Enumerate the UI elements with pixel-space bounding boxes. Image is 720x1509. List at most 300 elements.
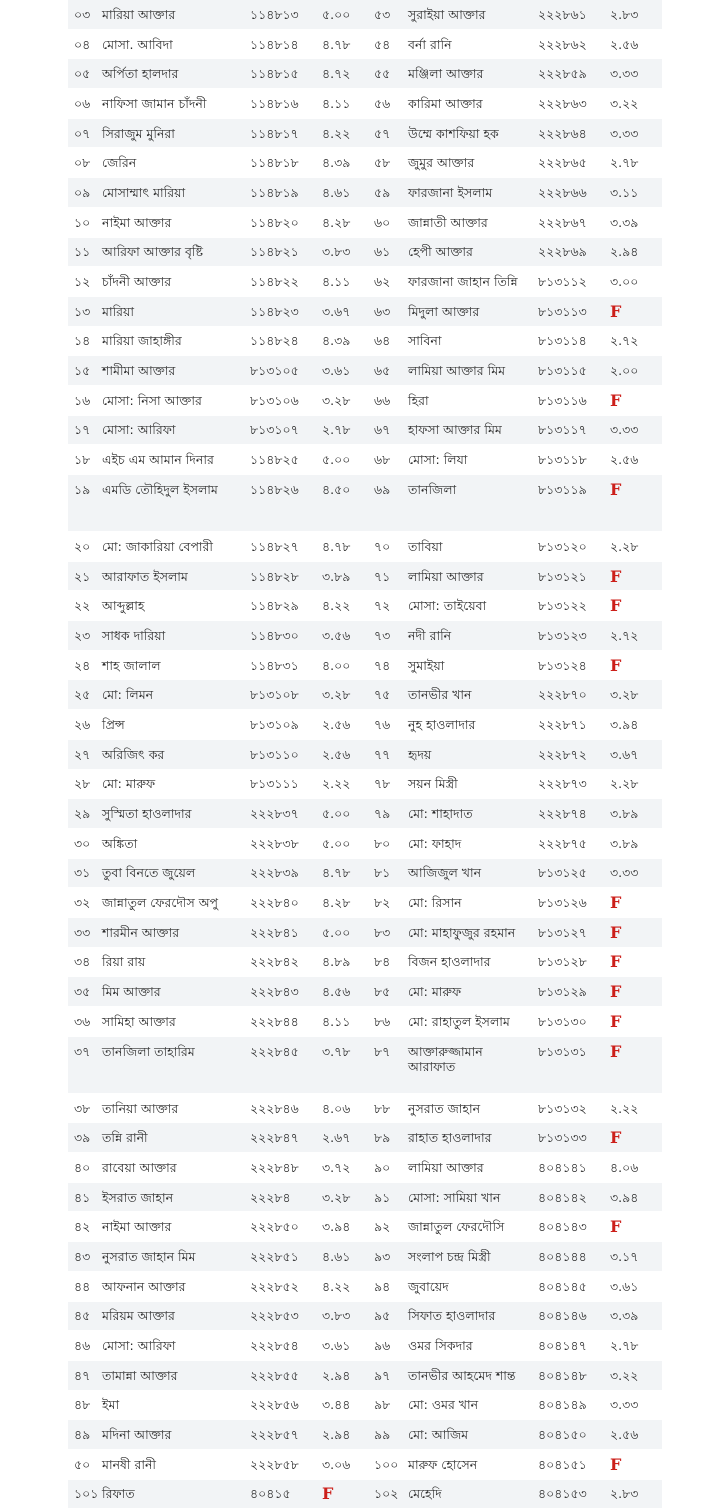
name-right-cell: হাফসা আক্তার মিম — [404, 415, 534, 445]
roll-left-cell: ২২২৮৪২ — [246, 947, 318, 977]
serial-left-cell: ৪০ — [68, 1153, 98, 1183]
name-right-cell: লামিয়া আক্তার — [404, 1153, 534, 1183]
name-right-cell: সুরাইয়া আক্তার — [404, 0, 534, 29]
serial-left-cell: ৩৭ — [68, 1036, 98, 1093]
gpa-right-cell: ২.৫৬ — [606, 1420, 662, 1450]
gpa-right-cell: ৩.৩৩ — [606, 118, 662, 148]
serial-left-cell: ৩১ — [68, 858, 98, 888]
gpa-right-cell: ৩.৩৩ — [606, 1390, 662, 1420]
name-right-cell: তানভীর আহমেদ শান্ত — [404, 1360, 534, 1390]
table-row — [68, 385, 662, 415]
name-right-cell: সিফাত হাওলাদার — [404, 1301, 534, 1331]
gpa-right-cell: F — [606, 296, 662, 326]
table-row — [68, 237, 662, 267]
gpa-left-cell: ২.৫৬ — [318, 710, 368, 740]
results-table — [68, 0, 662, 1509]
serial-left-cell: ১১ — [68, 237, 98, 267]
gpa-left-cell: ৩.৬৭ — [318, 296, 368, 326]
roll-left-cell: ২২২৮৫৩ — [246, 1301, 318, 1331]
name-left-cell: মানষী রানী — [98, 1449, 246, 1479]
serial-right-cell: ৯৮ — [368, 1390, 404, 1420]
serial-left-cell: ৩৫ — [68, 977, 98, 1007]
name-right-cell: ওমর সিকদার — [404, 1331, 534, 1361]
serial-left-cell: ১৯ — [68, 475, 98, 532]
roll-right-cell: ৮১৩১২২ — [534, 591, 606, 621]
name-right-cell: মারুফ হোসেন — [404, 1449, 534, 1479]
gpa-right-cell: ২.৭৮ — [606, 148, 662, 178]
name-right-cell: বর্না রানি — [404, 29, 534, 59]
serial-right-cell: ৯৭ — [368, 1360, 404, 1390]
roll-left-cell: ৮১৩১০৯ — [246, 710, 318, 740]
roll-left-cell: ১১৪৮২৫ — [246, 445, 318, 475]
gpa-left-cell: ৩.৮৩ — [318, 237, 368, 267]
gpa-right-cell: F — [606, 1212, 662, 1242]
gpa-left-cell: ৪.৩৯ — [318, 326, 368, 356]
serial-left-cell: ২৬ — [68, 710, 98, 740]
serial-right-cell: ৫৮ — [368, 148, 404, 178]
roll-right-cell: ২২২৮৬৪ — [534, 118, 606, 148]
table-row — [68, 1153, 662, 1183]
roll-right-cell: ৪০৪১৪৯ — [534, 1390, 606, 1420]
name-left-cell: মো: মারুফ — [98, 769, 246, 799]
serial-left-cell: ৪৭ — [68, 1360, 98, 1390]
roll-right-cell: ৮১৩১২০ — [534, 532, 606, 562]
roll-left-cell: ৮১৩১১০ — [246, 739, 318, 769]
table-row — [68, 445, 662, 475]
roll-right-cell: ২২২৮৬২ — [534, 29, 606, 59]
name-left-cell: সাধক দারিয়া — [98, 621, 246, 651]
roll-left-cell: ২২২৮৫৫ — [246, 1360, 318, 1390]
serial-right-cell: ৭৭ — [368, 739, 404, 769]
gpa-left-cell: ৪.২২ — [318, 118, 368, 148]
name-right-cell: মোসা: সামিয়া খান — [404, 1182, 534, 1212]
roll-left-cell: ১১৪৮১৫ — [246, 59, 318, 89]
name-right-cell: জুবায়েদ — [404, 1271, 534, 1301]
name-left-cell: চাঁদনী আক্তার — [98, 267, 246, 297]
table-row — [68, 207, 662, 237]
gpa-left-cell: ৪.৩৯ — [318, 148, 368, 178]
name-right-cell: মো: ফাহাদ — [404, 828, 534, 858]
serial-left-cell: ২২ — [68, 591, 98, 621]
name-left-cell: জেরিন — [98, 148, 246, 178]
serial-left-cell: ৩৩ — [68, 917, 98, 947]
name-right-cell: জান্নাতী আক্তার — [404, 207, 534, 237]
gpa-left-cell: ২.৭৮ — [318, 415, 368, 445]
gpa-right-cell: F — [606, 1036, 662, 1093]
serial-right-cell: ৭৩ — [368, 621, 404, 651]
serial-right-cell: ৮২ — [368, 888, 404, 918]
serial-right-cell: ৫৪ — [368, 29, 404, 59]
name-right-cell: মো: রিসান — [404, 888, 534, 918]
roll-right-cell: ২২২৮৬৩ — [534, 89, 606, 119]
table-row — [68, 858, 662, 888]
name-left-cell: মো: লিমন — [98, 680, 246, 710]
gpa-left-cell: ৪.০৬ — [318, 1093, 368, 1123]
table-row — [68, 1449, 662, 1479]
gpa-right-cell: ২.২২ — [606, 1093, 662, 1123]
serial-left-cell: ০৩ — [68, 0, 98, 29]
roll-left-cell: ১১৪৮১৭ — [246, 118, 318, 148]
name-left-cell: জান্নাতুল ফেরদৌস অপু — [98, 888, 246, 918]
roll-right-cell: ২২২৮৭৩ — [534, 769, 606, 799]
table-row — [68, 799, 662, 829]
name-left-cell: আব্দুল্লাহ — [98, 591, 246, 621]
serial-left-cell: ২১ — [68, 561, 98, 591]
serial-right-cell: ৮১ — [368, 858, 404, 888]
serial-right-cell: ৮৬ — [368, 1007, 404, 1037]
roll-left-cell: ১১৪৮২৭ — [246, 532, 318, 562]
roll-left-cell: ১১৪৮২০ — [246, 207, 318, 237]
name-left-cell: অঙ্কিতা — [98, 828, 246, 858]
serial-right-cell: ৬৬ — [368, 385, 404, 415]
serial-left-cell: ২৩ — [68, 621, 98, 651]
gpa-left-cell: ৪.৬১ — [318, 1242, 368, 1272]
name-left-cell: নাইমা আক্তার — [98, 207, 246, 237]
roll-right-cell: ৮১৩১২৭ — [534, 917, 606, 947]
roll-left-cell: ২২২৮৫৮ — [246, 1449, 318, 1479]
roll-left-cell: ১১৪৮১৮ — [246, 148, 318, 178]
roll-left-cell: ১১৪৮১৩ — [246, 0, 318, 29]
name-right-cell: মো: আজিম — [404, 1420, 534, 1450]
gpa-right-cell: ২.৮৩ — [606, 0, 662, 29]
gpa-left-cell: ২.৯৪ — [318, 1420, 368, 1450]
roll-right-cell: ২২২৮৬৬ — [534, 178, 606, 208]
table-row — [68, 296, 662, 326]
table-row — [68, 267, 662, 297]
gpa-right-cell: ২.৭৮ — [606, 1331, 662, 1361]
roll-right-cell: ৮১৩১২৩ — [534, 621, 606, 651]
roll-right-cell: ৪০৪১৪২ — [534, 1182, 606, 1212]
name-left-cell: প্রিন্স — [98, 710, 246, 740]
serial-right-cell: ৫৯ — [368, 178, 404, 208]
name-right-cell: আক্তারুজ্জামান আরাফাত — [404, 1036, 534, 1093]
gpa-left-cell: ৪.৫০ — [318, 475, 368, 532]
gpa-left-cell: ৫.০০ — [318, 445, 368, 475]
roll-right-cell: ৮১৩১১৪ — [534, 326, 606, 356]
gpa-left-cell: ৪.১১ — [318, 89, 368, 119]
roll-left-cell: ২২২৮৪০ — [246, 888, 318, 918]
serial-right-cell: ৯০ — [368, 1153, 404, 1183]
gpa-left-cell: ২.৫৬ — [318, 739, 368, 769]
gpa-right-cell: ৩.২২ — [606, 1360, 662, 1390]
roll-right-cell: ২২২৮৭১ — [534, 710, 606, 740]
gpa-left-cell: ৪.৮৯ — [318, 947, 368, 977]
gpa-left-cell: ৩.৮৯ — [318, 561, 368, 591]
serial-left-cell: ১৭ — [68, 415, 98, 445]
gpa-left-cell: ২.৯৪ — [318, 1360, 368, 1390]
roll-right-cell: ৪০৪১৪৬ — [534, 1301, 606, 1331]
roll-right-cell: ২২২৮৭০ — [534, 680, 606, 710]
name-right-cell: তানভীর খান — [404, 680, 534, 710]
name-right-cell: হৃদয় — [404, 739, 534, 769]
name-left-cell: সিরাজুম মুনিরা — [98, 118, 246, 148]
table-row — [68, 710, 662, 740]
serial-right-cell: ৫৫ — [368, 59, 404, 89]
gpa-right-cell: ৩.৬৭ — [606, 739, 662, 769]
table-row — [68, 29, 662, 59]
roll-right-cell: ৪০৪১৪৭ — [534, 1331, 606, 1361]
gpa-left-cell: ৩.০৬ — [318, 1449, 368, 1479]
roll-right-cell: ৮১৩১১৫ — [534, 356, 606, 386]
serial-right-cell: ৮০ — [368, 828, 404, 858]
gpa-right-cell: F — [606, 650, 662, 680]
roll-right-cell: ২২২৮৭৫ — [534, 828, 606, 858]
serial-left-cell: ৪৮ — [68, 1390, 98, 1420]
table-row — [68, 977, 662, 1007]
roll-right-cell: ৮১৩১২৮ — [534, 947, 606, 977]
gpa-right-cell: ২.৭২ — [606, 621, 662, 651]
serial-left-cell: ১৩ — [68, 296, 98, 326]
roll-left-cell: ১১৪৮৩০ — [246, 621, 318, 651]
roll-right-cell: ৮১৩১১৮ — [534, 445, 606, 475]
serial-right-cell: ৬৯ — [368, 475, 404, 532]
gpa-left-cell: ৪.৭৮ — [318, 29, 368, 59]
table-row — [68, 769, 662, 799]
table-row — [68, 888, 662, 918]
name-left-cell: নাফিসা জামান চাঁদনী — [98, 89, 246, 119]
name-right-cell: নুসরাত জাহান — [404, 1093, 534, 1123]
name-left-cell: ইসরাত জাহান — [98, 1182, 246, 1212]
name-right-cell: আজিজুল খান — [404, 858, 534, 888]
roll-right-cell: ৮১৩১৩৩ — [534, 1123, 606, 1153]
roll-right-cell: ৮১৩১৩২ — [534, 1093, 606, 1123]
gpa-right-cell: ৩.৯৪ — [606, 1182, 662, 1212]
serial-right-cell: ৭২ — [368, 591, 404, 621]
roll-right-cell: ২২২৮৫৯ — [534, 59, 606, 89]
gpa-left-cell: ৪.২২ — [318, 591, 368, 621]
name-left-cell: শারমীন আক্তার — [98, 917, 246, 947]
roll-left-cell: ২২২৮৫২ — [246, 1271, 318, 1301]
name-right-cell: সুমাইয়া — [404, 650, 534, 680]
gpa-right-cell: ২.৯৪ — [606, 237, 662, 267]
name-left-cell: মারিয়া — [98, 296, 246, 326]
table-row — [68, 1036, 662, 1093]
roll-right-cell: ২২২৮৬১ — [534, 0, 606, 29]
serial-right-cell: ৭৫ — [368, 680, 404, 710]
roll-left-cell: ১১৪৮২৮ — [246, 561, 318, 591]
roll-left-cell: ১১৪৮৩১ — [246, 650, 318, 680]
gpa-left-cell: ৪.৫৬ — [318, 977, 368, 1007]
table-row — [68, 1242, 662, 1272]
serial-left-cell: ৩৮ — [68, 1093, 98, 1123]
table-row — [68, 89, 662, 119]
name-right-cell: মো: মাহাফুজুর রহমান — [404, 917, 534, 947]
table-row — [68, 1123, 662, 1153]
name-left-cell: রাবেয়া আক্তার — [98, 1153, 246, 1183]
serial-left-cell: ০৭ — [68, 118, 98, 148]
name-right-cell: তানজিলা — [404, 475, 534, 532]
roll-left-cell: ২২২৮৪৮ — [246, 1153, 318, 1183]
table-row — [68, 680, 662, 710]
name-left-cell: তানিয়া আক্তার — [98, 1093, 246, 1123]
serial-left-cell: ৩২ — [68, 888, 98, 918]
name-left-cell: আফনান আক্তার — [98, 1271, 246, 1301]
name-left-cell: অরিজিৎ কর — [98, 739, 246, 769]
gpa-left-cell: ৪.৭৮ — [318, 532, 368, 562]
roll-right-cell: ৮১৩১২১ — [534, 561, 606, 591]
gpa-left-cell: ৪.২২ — [318, 1271, 368, 1301]
table-row — [68, 828, 662, 858]
name-right-cell: সয়ন মিস্ত্রী — [404, 769, 534, 799]
name-right-cell: হেপী আক্তার — [404, 237, 534, 267]
roll-left-cell: ১১৪৮২৬ — [246, 475, 318, 532]
gpa-right-cell: F — [606, 591, 662, 621]
name-left-cell: মারিয়া জাহাঙ্গীর — [98, 326, 246, 356]
gpa-left-cell: ৫.০০ — [318, 828, 368, 858]
table-row — [68, 739, 662, 769]
gpa-left-cell: ৩.৭২ — [318, 1153, 368, 1183]
table-row — [68, 650, 662, 680]
gpa-left-cell: ৪.২৮ — [318, 888, 368, 918]
gpa-right-cell: ৩.৩৯ — [606, 207, 662, 237]
name-right-cell: নুহ হাওলাদার — [404, 710, 534, 740]
roll-right-cell: ৪০৪১৪৪ — [534, 1242, 606, 1272]
gpa-right-cell: ৩.৩৯ — [606, 1301, 662, 1331]
table-row — [68, 1301, 662, 1331]
serial-left-cell: ০৫ — [68, 59, 98, 89]
gpa-right-cell: F — [606, 917, 662, 947]
roll-left-cell: ১১৪৮২৪ — [246, 326, 318, 356]
name-left-cell: সুস্মিতা হাওলাদার — [98, 799, 246, 829]
gpa-right-cell: ৩.০০ — [606, 267, 662, 297]
table-row — [68, 475, 662, 532]
table-row — [68, 1331, 662, 1361]
name-left-cell: সামিহা আক্তার — [98, 1007, 246, 1037]
gpa-right-cell: ২.৫৬ — [606, 445, 662, 475]
name-left-cell: এইচ এম আমান দিনার — [98, 445, 246, 475]
gpa-left-cell: ৩.৬১ — [318, 1331, 368, 1361]
roll-right-cell: ২২২৮৬৭ — [534, 207, 606, 237]
gpa-left-cell: ৪.১১ — [318, 267, 368, 297]
name-left-cell: মারিয়া আক্তার — [98, 0, 246, 29]
serial-left-cell: ২০ — [68, 532, 98, 562]
gpa-right-cell: ৩.৩৩ — [606, 59, 662, 89]
gpa-left-cell: ৩.৭৮ — [318, 1036, 368, 1093]
gpa-left-cell: ৪.৬১ — [318, 178, 368, 208]
serial-right-cell: ৬১ — [368, 237, 404, 267]
name-right-cell: মোসা: তাইয়েবা — [404, 591, 534, 621]
serial-left-cell: ০৪ — [68, 29, 98, 59]
gpa-left-cell: ৪.০০ — [318, 650, 368, 680]
serial-right-cell: ৭৪ — [368, 650, 404, 680]
name-left-cell: মোসাম্মাৎ মারিয়া — [98, 178, 246, 208]
serial-right-cell: ৮৫ — [368, 977, 404, 1007]
roll-left-cell: ৮১৩১০৭ — [246, 415, 318, 445]
serial-left-cell: ৩৪ — [68, 947, 98, 977]
gpa-right-cell: F — [606, 385, 662, 415]
name-right-cell: ফারজানা ইসলাম — [404, 178, 534, 208]
serial-right-cell: ৫৬ — [368, 89, 404, 119]
gpa-left-cell: ৩.৯৪ — [318, 1212, 368, 1242]
roll-left-cell: ১১৪৮২৯ — [246, 591, 318, 621]
name-right-cell: মো: মারুফ — [404, 977, 534, 1007]
roll-right-cell: ৮১৩১১২ — [534, 267, 606, 297]
name-left-cell: মরিয়ম আক্তার — [98, 1301, 246, 1331]
gpa-left-cell: ৪.২৮ — [318, 207, 368, 237]
roll-left-cell: ২২২৮৫০ — [246, 1212, 318, 1242]
table-row — [68, 1360, 662, 1390]
roll-left-cell: ৮১৩১০৬ — [246, 385, 318, 415]
name-right-cell: সাবিনা — [404, 326, 534, 356]
serial-right-cell: ১০২ — [368, 1479, 404, 1509]
table-row — [68, 917, 662, 947]
roll-right-cell: ৮১৩১১৭ — [534, 415, 606, 445]
roll-right-cell: ৮১৩১২৯ — [534, 977, 606, 1007]
table-row — [68, 59, 662, 89]
name-right-cell: নদী রানি — [404, 621, 534, 651]
gpa-right-cell: F — [606, 561, 662, 591]
name-right-cell: উম্মে কাশফিয়া হক — [404, 118, 534, 148]
name-left-cell: তুবা বিনতে জুয়েল — [98, 858, 246, 888]
gpa-right-cell: F — [606, 947, 662, 977]
gpa-left-cell: ৩.২৮ — [318, 1182, 368, 1212]
table-row — [68, 0, 662, 29]
roll-left-cell: ২২২৮৪ — [246, 1182, 318, 1212]
name-left-cell: অর্পিতা হালদার — [98, 59, 246, 89]
name-right-cell: লামিয়া আক্তার মিম — [404, 356, 534, 386]
results-sheet — [68, 0, 662, 1509]
gpa-left-cell: ৫.০০ — [318, 917, 368, 947]
gpa-left-cell: ৩.৪৪ — [318, 1390, 368, 1420]
roll-right-cell: ২২২৮৬৫ — [534, 148, 606, 178]
serial-right-cell: ৭০ — [368, 532, 404, 562]
serial-right-cell: ৬৩ — [368, 296, 404, 326]
gpa-right-cell: ৩.৬১ — [606, 1271, 662, 1301]
roll-right-cell: ৪০৪১৫০ — [534, 1420, 606, 1450]
name-right-cell: মেহেদি — [404, 1479, 534, 1509]
serial-left-cell: ২৭ — [68, 739, 98, 769]
name-left-cell: নাইমা আক্তার — [98, 1212, 246, 1242]
roll-left-cell: ৮১৩১০৮ — [246, 680, 318, 710]
gpa-left-cell: ৪.৭৮ — [318, 858, 368, 888]
roll-right-cell: ২২২৮৬৯ — [534, 237, 606, 267]
roll-left-cell: ২২২৮৩৯ — [246, 858, 318, 888]
serial-left-cell: ৪৯ — [68, 1420, 98, 1450]
gpa-right-cell: ৩.২২ — [606, 89, 662, 119]
gpa-right-cell: ৩.১৭ — [606, 1242, 662, 1272]
roll-left-cell: ১১৪৮২২ — [246, 267, 318, 297]
table-row — [68, 1271, 662, 1301]
name-left-cell: মোসা: আরিফা — [98, 415, 246, 445]
gpa-right-cell: F — [606, 1007, 662, 1037]
gpa-left-cell: ৩.৮৩ — [318, 1301, 368, 1331]
serial-right-cell: ৬৫ — [368, 356, 404, 386]
name-left-cell: মদিনা আক্তার — [98, 1420, 246, 1450]
table-row — [68, 532, 662, 562]
roll-right-cell: ৮১৩১১৩ — [534, 296, 606, 326]
serial-left-cell: ৩৬ — [68, 1007, 98, 1037]
gpa-right-cell: F — [606, 1123, 662, 1153]
roll-right-cell: ৮১৩১১৯ — [534, 475, 606, 532]
serial-right-cell: ৯২ — [368, 1212, 404, 1242]
serial-right-cell: ১০০ — [368, 1449, 404, 1479]
table-row — [68, 1390, 662, 1420]
name-right-cell: সংলাপ চন্দ্র মিস্ত্রী — [404, 1242, 534, 1272]
serial-left-cell: ০৬ — [68, 89, 98, 119]
serial-left-cell: ৩০ — [68, 828, 98, 858]
roll-left-cell: ১১৪৮১৯ — [246, 178, 318, 208]
name-right-cell: জুমুর আক্তার — [404, 148, 534, 178]
serial-left-cell: ৪৩ — [68, 1242, 98, 1272]
gpa-right-cell: ৩.৩৩ — [606, 415, 662, 445]
gpa-left-cell: ৪.১১ — [318, 1007, 368, 1037]
serial-right-cell: ৯১ — [368, 1182, 404, 1212]
serial-right-cell: ৯৩ — [368, 1242, 404, 1272]
gpa-left-cell: ২.২২ — [318, 769, 368, 799]
roll-left-cell: ১১৪৮১৪ — [246, 29, 318, 59]
gpa-left-cell: ৫.০০ — [318, 0, 368, 29]
name-left-cell: শামীমা আক্তার — [98, 356, 246, 386]
